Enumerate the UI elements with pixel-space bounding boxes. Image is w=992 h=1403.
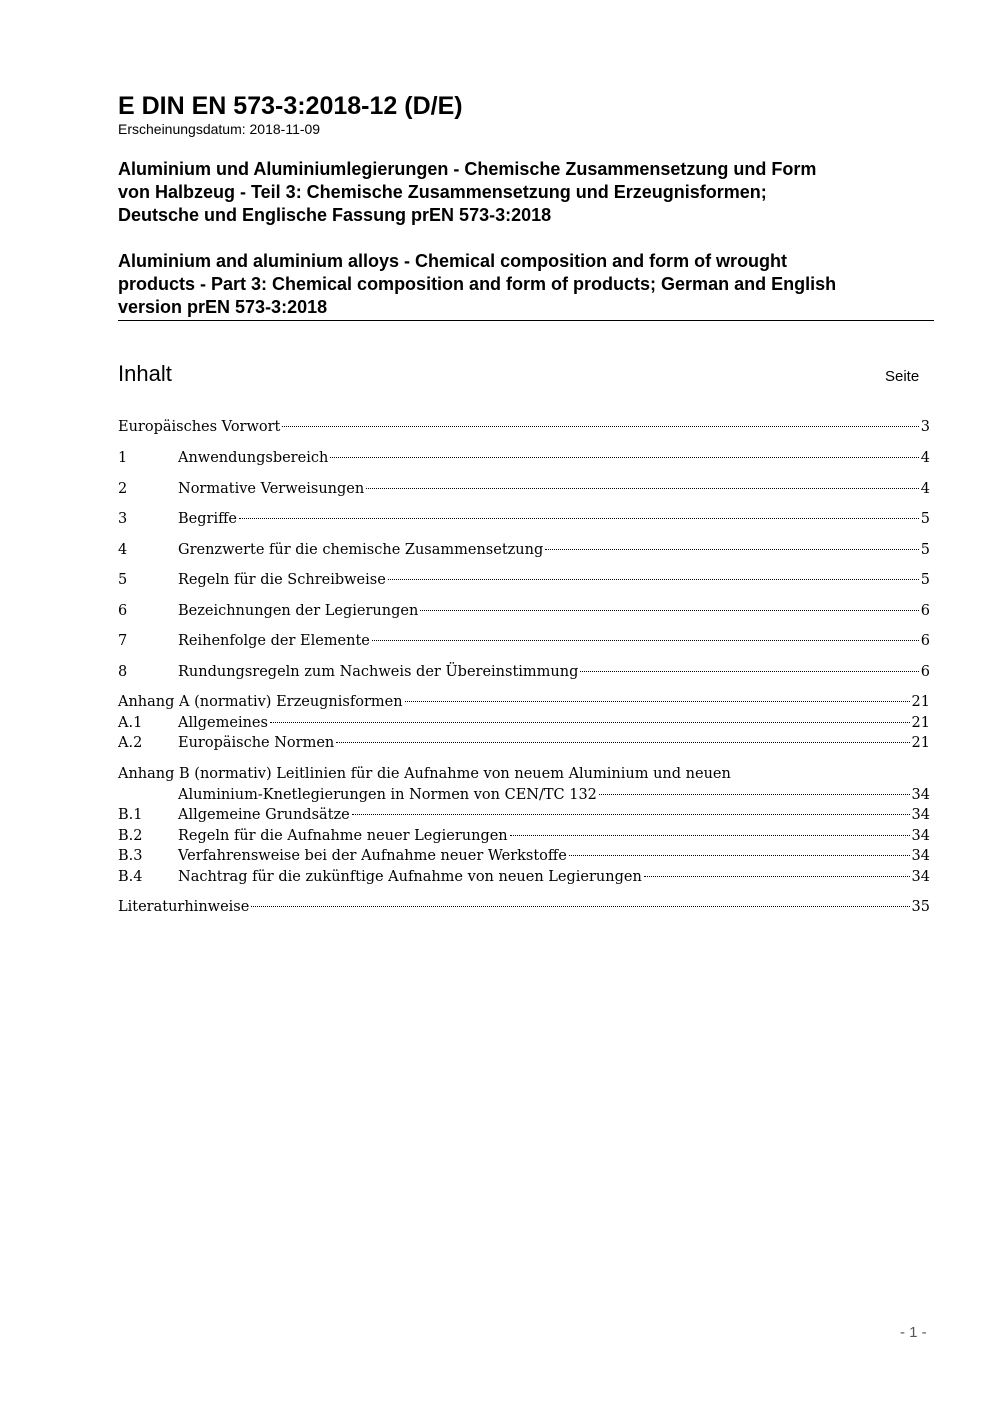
toc-entry-page: 5	[920, 542, 930, 558]
toc-leader-dots	[580, 671, 918, 672]
toc-entry-label: Nachtrag für die zukünftige Aufnahme von neuen Legierungen	[178, 869, 642, 885]
toc-entry-2[interactable]	[118, 479, 930, 499]
toc-entry-b1[interactable]	[118, 805, 930, 825]
toc-entry-annex-b[interactable]	[178, 785, 930, 805]
toc-entry-8[interactable]	[118, 662, 930, 682]
toc-entry-page: 4	[920, 481, 930, 497]
toc-entry-number: B.2	[118, 828, 143, 844]
document-id: E DIN EN 573-3:2018-12 (D/E)	[118, 92, 463, 120]
toc-leader-dots	[420, 610, 918, 611]
toc-entry-label: Reihenfolge der Elemente	[178, 633, 370, 649]
toc-leader-dots	[336, 742, 909, 743]
title-english-line: products - Part 3: Chemical composition and form of products; German and English	[118, 274, 837, 294]
toc-page-column-label: Seite	[885, 368, 920, 385]
toc-entry-number: B.1	[118, 807, 143, 823]
toc-leader-dots	[372, 640, 919, 641]
toc-entry-foreword[interactable]	[118, 417, 930, 437]
toc-entry-page: 35	[911, 899, 930, 915]
toc-leader-dots	[510, 835, 910, 836]
title-english	[118, 250, 938, 319]
toc-entry-label: Verfahrensweise bei der Aufnahme neuer Werkstoffe	[178, 848, 567, 864]
toc-entry-3[interactable]	[118, 509, 930, 529]
title-german-line: Deutsche und Englische Fassung prEN 573-3:2018	[118, 205, 552, 225]
toc-entry-number: B.4	[118, 869, 143, 885]
toc-entry-page: 6	[920, 664, 930, 680]
toc-entry-label: Grenzwerte für die chemische Zusammensetzung	[178, 542, 544, 558]
title-divider	[118, 320, 934, 321]
toc-entry-number: 6	[118, 603, 128, 619]
toc-leader-dots	[352, 814, 910, 815]
toc-entry-label: Allgemeines	[178, 715, 268, 731]
toc-entry-page: 34	[911, 848, 930, 864]
toc-entry-b4[interactable]	[118, 867, 930, 887]
toc-entry-page: 34	[911, 869, 930, 885]
toc-entry-label: Allgemeine Grundsätze	[178, 807, 350, 823]
title-english-line: version prEN 573-3:2018	[118, 297, 328, 317]
toc-entry-label: Regeln für die Schreibweise	[178, 572, 386, 588]
toc-entry-page: 21	[911, 694, 930, 710]
title-german-line: von Halbzeug - Teil 3: Chemische Zusammensetzung und Erzeugnisformen;	[118, 182, 767, 202]
toc-entry-6[interactable]	[118, 601, 930, 621]
toc-entry-label: Regeln für die Aufnahme neuer Legierungen	[178, 828, 508, 844]
toc-entry-page: 3	[920, 419, 930, 435]
toc-leader-dots	[405, 701, 910, 702]
toc-entry-number: A.2	[118, 735, 143, 751]
toc-entry-label: Europäische Normen	[178, 735, 335, 751]
toc-entry-number: B.3	[118, 848, 143, 864]
footer-page-number: - 1 -	[900, 1324, 927, 1341]
toc-entry-1[interactable]	[118, 448, 930, 468]
toc-entry-number: 7	[118, 633, 128, 649]
toc-entry-b3[interactable]	[118, 846, 930, 866]
toc-entry-page: 5	[920, 572, 930, 588]
toc-entry-annex-a[interactable]	[118, 692, 930, 712]
toc-leader-dots	[644, 876, 910, 877]
toc-entry-number: 3	[118, 511, 128, 527]
title-english-line: Aluminium and aluminium alloys - Chemical composition and form of wrought	[118, 251, 788, 271]
toc-leader-dots	[270, 722, 910, 723]
title-german	[118, 158, 938, 227]
toc-entry-label: Anwendungsbereich	[178, 450, 329, 466]
toc-entry-page: 6	[920, 633, 930, 649]
toc-entry-a1[interactable]	[118, 713, 930, 733]
toc-entry-7[interactable]	[118, 631, 930, 651]
toc-leader-dots	[239, 518, 919, 519]
toc-entry-number: 4	[118, 542, 128, 558]
toc-entry-label: Europäisches Vorwort	[118, 419, 281, 435]
toc-entry-bibliography[interactable]	[118, 897, 930, 917]
toc-entry-label: Normative Verweisungen	[178, 481, 365, 497]
toc-entry-label: Rundungsregeln zum Nachweis der Übereinstimmung	[178, 664, 579, 680]
toc-entry-label: Anhang A (normativ) Erzeugnisformen	[118, 694, 403, 710]
toc-entry-5[interactable]	[118, 570, 930, 590]
toc-entry-label: Begriffe	[178, 511, 237, 527]
toc-entry-label: Literaturhinweise	[118, 899, 250, 915]
toc-entry-label: Aluminium-Knetlegierungen in Normen von CEN/TC 132	[178, 787, 597, 803]
toc-entry-4[interactable]	[118, 540, 930, 560]
toc-entry-a2[interactable]	[118, 733, 930, 753]
toc-entry-label: Bezeichnungen der Legierungen	[178, 603, 419, 619]
toc-leader-dots	[545, 549, 919, 550]
toc-leader-dots	[282, 426, 918, 427]
toc-entry-number: 5	[118, 572, 128, 588]
toc-entry-b2[interactable]	[118, 826, 930, 846]
toc-entry-annex-b-line1[interactable]: Anhang B (normativ) Leitlinien für die Aufnahme von neuem Aluminium und neuen	[118, 766, 731, 782]
toc-entry-number: A.1	[118, 715, 143, 731]
toc-leader-dots	[251, 906, 909, 907]
toc-entry-page: 34	[911, 787, 930, 803]
toc-entry-page: 21	[911, 715, 930, 731]
toc-entry-page: 34	[911, 807, 930, 823]
toc-leader-dots	[366, 488, 919, 489]
toc-entry-page: 4	[920, 450, 930, 466]
toc-leader-dots	[599, 794, 910, 795]
toc-entry-number: 2	[118, 481, 128, 497]
toc-entry-number: 1	[118, 450, 128, 466]
title-german-line: Aluminium und Aluminiumlegierungen - Chemische Zusammensetzung und Form	[118, 159, 817, 179]
toc-entry-page: 34	[911, 828, 930, 844]
toc-entry-page: 5	[920, 511, 930, 527]
toc-entry-page: 21	[911, 735, 930, 751]
toc-entry-number: 8	[118, 664, 128, 680]
toc-leader-dots	[569, 855, 910, 856]
toc-leader-dots	[388, 579, 919, 580]
toc-heading: Inhalt	[118, 361, 172, 386]
toc-entry-page: 6	[920, 603, 930, 619]
toc-leader-dots	[330, 457, 918, 458]
publication-date: Erscheinungsdatum: 2018-11-09	[118, 121, 321, 137]
